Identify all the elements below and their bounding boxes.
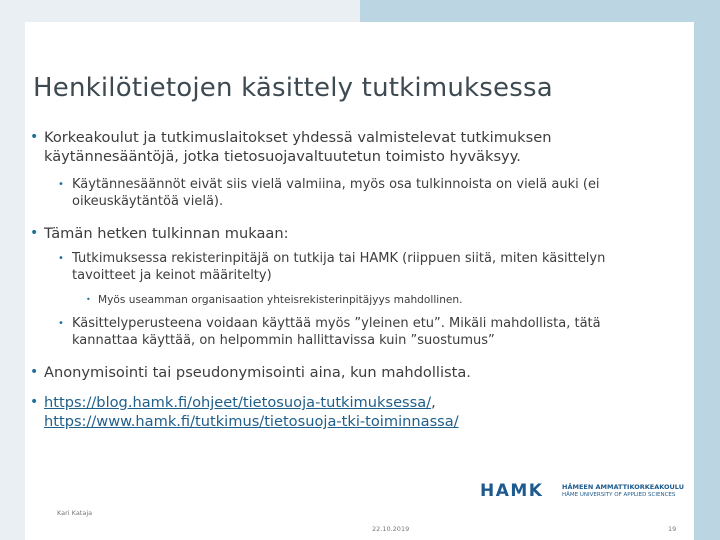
footer-page-number: 19: [668, 525, 677, 533]
bullet-text: Tutkimuksessa rekisterinpitäjä on tutkija tai HAMK (riippuen siitä, miten käsittelyn tavoitteet ja keinot määritelty): [72, 251, 606, 283]
bullet-text: Käytännesäännöt eivät siis vielä valmiina, myös osa tulkinnoista on vielä auki (ei oikeuskäytäntöä vielä).: [72, 177, 600, 209]
bullet-item: [30, 177, 650, 210]
logo-wordmark: HAMK: [480, 481, 544, 501]
link-blog-tietosuoja[interactable]: https://blog.hamk.fi/ohjeet/tietosuoja-tutkimuksessa/: [44, 394, 432, 411]
bullet-marker: •: [58, 253, 64, 264]
logo-line2: HÄME UNIVERSITY OF APPLIED SCIENCES: [562, 492, 676, 498]
slide-title: Henkilötietojen käsittely tutkimuksessa: [33, 73, 553, 103]
bullet-marker: •: [86, 295, 91, 304]
link-hamk-tietosuoja[interactable]: https://www.hamk.fi/tutkimus/tietosuoja-tki-toiminnassa/: [44, 413, 459, 430]
hamk-logo: [480, 481, 684, 501]
bullet-item: [30, 293, 650, 307]
bullet-text: Korkeakoulut ja tutkimuslaitokset yhdessä valmistelevat tutkimuksen käytännesääntöjä, jotka tietosuojavaltuutetun toimisto hyväksyy.: [44, 129, 552, 165]
bullet-item: [30, 224, 650, 243]
bullet-marker: •: [30, 225, 39, 241]
bullet-text: Käsittelyperusteena voidaan käyttää myös ”yleinen etu”. Mikäli mahdollista, tätä kannattaa käyttää, on helpommin hallittavissa kuin ”suostumus”: [72, 316, 601, 348]
bullet-text: Myös useamman organisaation yhteisrekisterinpitäjyys mahdollinen.: [98, 294, 463, 306]
bullet-marker: •: [58, 318, 64, 329]
bullet-item: [30, 316, 650, 349]
bullet-text: Tämän hetken tulkinnan mukaan:: [44, 225, 289, 242]
bullet-marker: •: [30, 129, 39, 145]
bullet-marker: •: [30, 394, 39, 410]
footer-date: 22.10.2019: [372, 525, 410, 533]
bullet-text: Anonymisointi tai pseudonymisointi aina, kun mahdollista.: [44, 364, 471, 381]
bullet-marker: •: [58, 179, 64, 190]
bullet-item: [30, 128, 650, 166]
bullet-item: [30, 363, 650, 382]
slide-content: [30, 128, 650, 431]
bullet-item-links: [30, 393, 650, 431]
logo-line1: HÄMEEN AMMATTIKORKEAKOULU: [562, 483, 684, 491]
bullet-marker: •: [30, 364, 39, 380]
footer-author: Kari Kataja: [57, 509, 93, 517]
link-separator: ,: [431, 394, 436, 411]
bullet-item: [30, 251, 650, 284]
